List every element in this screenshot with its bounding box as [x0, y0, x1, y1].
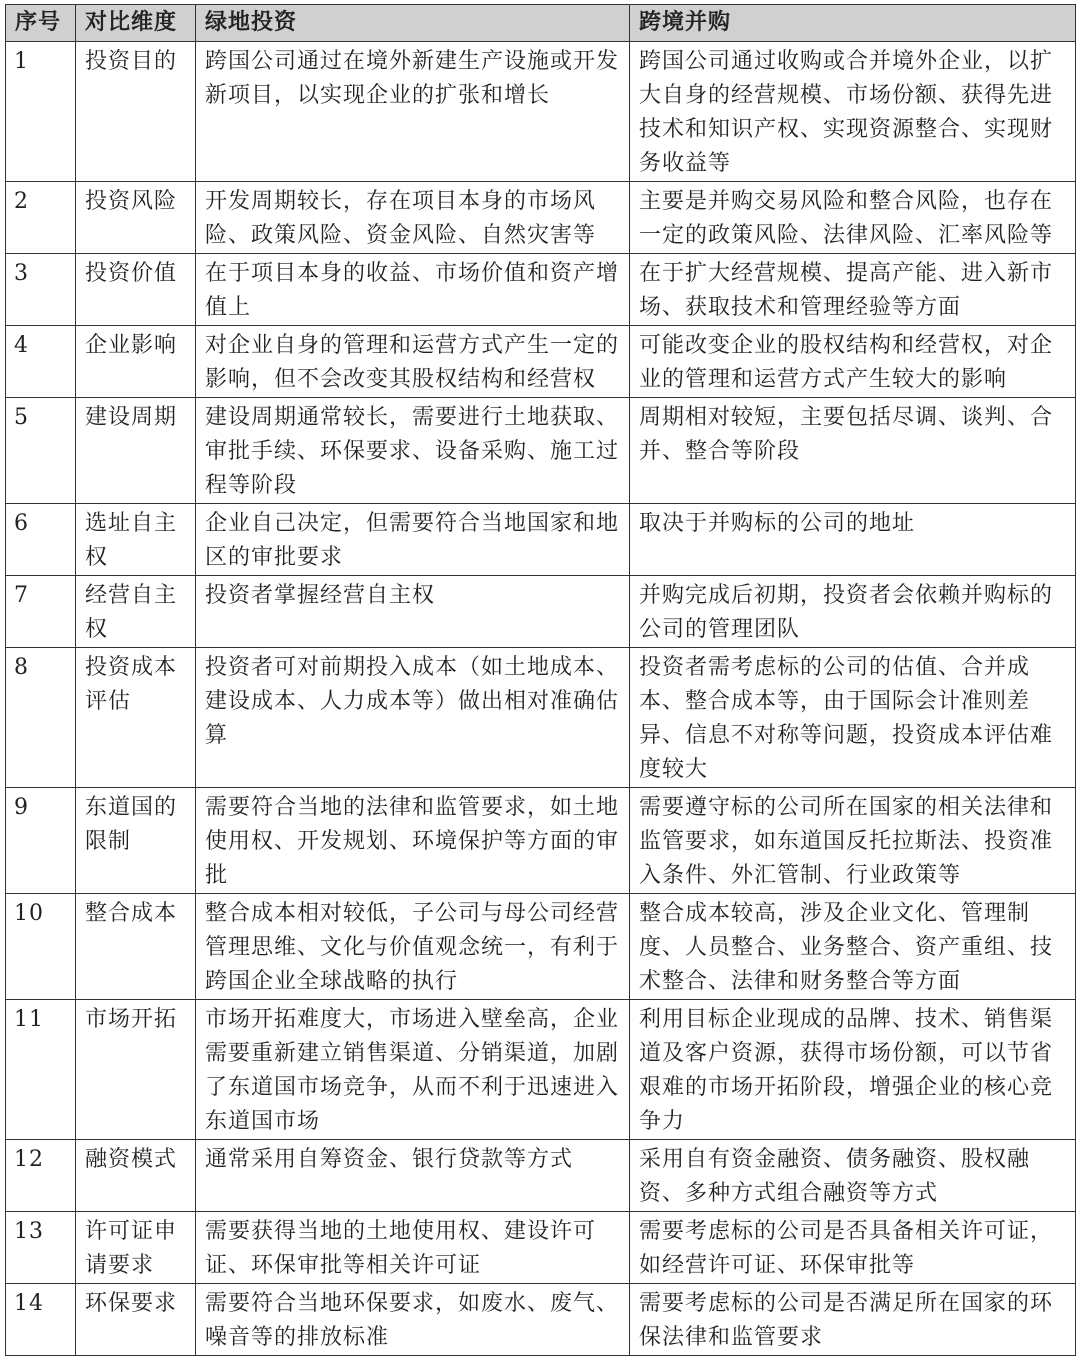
row-dimension: 许可证申请要求	[76, 1212, 196, 1284]
table-row	[6, 788, 1076, 894]
row-greenfield: 在于项目本身的收益、市场价值和资产增值上	[196, 254, 630, 326]
header-cross-border-ma: 跨境并购	[630, 5, 1076, 42]
row-dimension: 环保要求	[76, 1284, 196, 1356]
row-greenfield: 整合成本相对较低，子公司与母公司经营管理思维、文化与价值观念统一，有利于跨国企业全球战略的执行	[196, 894, 630, 1000]
row-greenfield: 企业自己决定，但需要符合当地国家和地区的审批要求	[196, 504, 630, 576]
row-cross-border-ma: 利用目标企业现成的品牌、技术、销售渠道及客户资源，获得市场份额，可以节省艰难的市场开拓阶段，增强企业的核心竞争力	[630, 1000, 1076, 1140]
row-index: 9	[6, 788, 76, 894]
row-dimension: 整合成本	[76, 894, 196, 1000]
row-index: 11	[6, 1000, 76, 1140]
row-greenfield: 投资者可对前期投入成本（如土地成本、建设成本、人力成本等）做出相对准确估算	[196, 648, 630, 788]
row-index: 5	[6, 398, 76, 504]
row-cross-border-ma: 周期相对较短，主要包括尽调、谈判、合并、整合等阶段	[630, 398, 1076, 504]
table-row	[6, 1212, 1076, 1284]
row-index: 1	[6, 42, 76, 182]
table-row	[6, 1284, 1076, 1356]
row-index: 13	[6, 1212, 76, 1284]
row-cross-border-ma: 投资者需考虑标的公司的估值、合并成本、整合成本等，由于国际会计准则差异、信息不对称等问题，投资成本评估难度较大	[630, 648, 1076, 788]
row-greenfield: 通常采用自筹资金、银行贷款等方式	[196, 1140, 630, 1212]
row-cross-border-ma: 主要是并购交易风险和整合风险，也存在一定的政策风险、法律风险、汇率风险等	[630, 182, 1076, 254]
row-greenfield: 需要符合当地的法律和监管要求，如土地使用权、开发规划、环境保护等方面的审批	[196, 788, 630, 894]
row-index: 2	[6, 182, 76, 254]
row-cross-border-ma: 需要考虑标的公司是否满足所在国家的环保法律和监管要求	[630, 1284, 1076, 1356]
row-greenfield: 市场开拓难度大，市场进入壁垒高，企业需要重新建立销售渠道、分销渠道，加剧了东道国市场竞争，从而不利于迅速进入东道国市场	[196, 1000, 630, 1140]
row-dimension: 经营自主权	[76, 576, 196, 648]
row-index: 7	[6, 576, 76, 648]
row-greenfield: 需要符合当地环保要求，如废水、废气、噪音等的排放标准	[196, 1284, 630, 1356]
row-index: 8	[6, 648, 76, 788]
row-greenfield: 对企业自身的管理和运营方式产生一定的影响，但不会改变其股权结构和经营权	[196, 326, 630, 398]
row-index: 12	[6, 1140, 76, 1212]
table-row	[6, 504, 1076, 576]
table-body	[6, 42, 1076, 1356]
table-row	[6, 1000, 1076, 1140]
row-index: 3	[6, 254, 76, 326]
row-greenfield: 投资者掌握经营自主权	[196, 576, 630, 648]
row-dimension: 企业影响	[76, 326, 196, 398]
row-cross-border-ma: 需要考虑标的公司是否具备相关许可证，如经营许可证、环保审批等	[630, 1212, 1076, 1284]
row-greenfield: 开发周期较长，存在项目本身的市场风险、政策风险、资金风险、自然灾害等	[196, 182, 630, 254]
row-dimension: 东道国的限制	[76, 788, 196, 894]
table-row	[6, 1140, 1076, 1212]
row-cross-border-ma: 并购完成后初期，投资者会依赖并购标的公司的管理团队	[630, 576, 1076, 648]
table-row	[6, 182, 1076, 254]
row-cross-border-ma: 可能改变企业的股权结构和经营权，对企业的管理和运营方式产生较大的影响	[630, 326, 1076, 398]
table-row	[6, 254, 1076, 326]
header-greenfield: 绿地投资	[196, 5, 630, 42]
table-row	[6, 894, 1076, 1000]
table-row	[6, 42, 1076, 182]
header-index: 序号	[6, 5, 76, 42]
row-index: 4	[6, 326, 76, 398]
row-dimension: 选址自主权	[76, 504, 196, 576]
row-cross-border-ma: 跨国公司通过收购或合并境外企业，以扩大自身的经营规模、市场份额、获得先进技术和知识产权、实现资源整合、实现财务收益等	[630, 42, 1076, 182]
row-cross-border-ma: 需要遵守标的公司所在国家的相关法律和监管要求，如东道国反托拉斯法、投资准入条件、外汇管制、行业政策等	[630, 788, 1076, 894]
table-header	[6, 5, 1076, 42]
row-dimension: 投资风险	[76, 182, 196, 254]
row-dimension: 投资价值	[76, 254, 196, 326]
table-row	[6, 648, 1076, 788]
row-index: 10	[6, 894, 76, 1000]
table-row	[6, 326, 1076, 398]
row-greenfield: 需要获得当地的土地使用权、建设许可证、环保审批等相关许可证	[196, 1212, 630, 1284]
row-dimension: 融资模式	[76, 1140, 196, 1212]
row-dimension: 建设周期	[76, 398, 196, 504]
table-row	[6, 398, 1076, 504]
row-cross-border-ma: 在于扩大经营规模、提高产能、进入新市场、获取技术和管理经验等方面	[630, 254, 1076, 326]
row-dimension: 投资目的	[76, 42, 196, 182]
header-row	[6, 5, 1076, 42]
row-cross-border-ma: 取决于并购标的公司的地址	[630, 504, 1076, 576]
row-cross-border-ma: 整合成本较高，涉及企业文化、管理制度、人员整合、业务整合、资产重组、技术整合、法律和财务整合等方面	[630, 894, 1076, 1000]
row-index: 14	[6, 1284, 76, 1356]
row-greenfield: 建设周期通常较长，需要进行土地获取、审批手续、环保要求、设备采购、施工过程等阶段	[196, 398, 630, 504]
row-cross-border-ma: 采用自有资金融资、债务融资、股权融资、多种方式组合融资等方式	[630, 1140, 1076, 1212]
row-dimension: 投资成本评估	[76, 648, 196, 788]
table-row	[6, 576, 1076, 648]
row-index: 6	[6, 504, 76, 576]
header-dimension: 对比维度	[76, 5, 196, 42]
row-greenfield: 跨国公司通过在境外新建生产设施或开发新项目，以实现企业的扩张和增长	[196, 42, 630, 182]
row-dimension: 市场开拓	[76, 1000, 196, 1140]
comparison-table	[5, 4, 1076, 1356]
